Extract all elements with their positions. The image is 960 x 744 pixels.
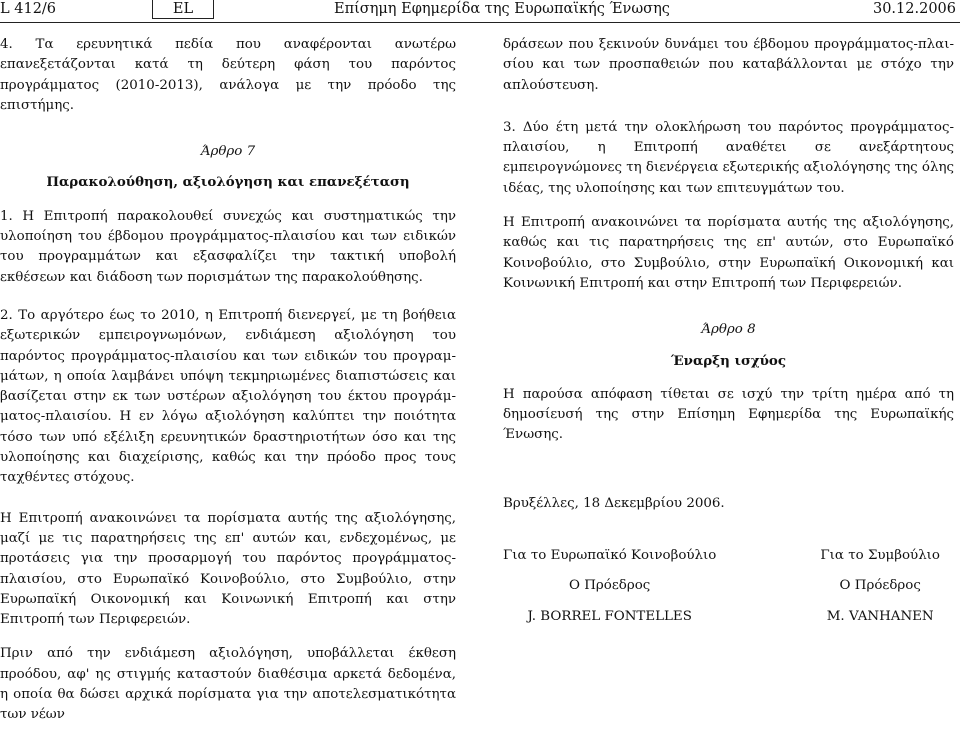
- signatory-name: J. BORREL FONTELLES: [527, 608, 692, 624]
- article-7-title: Άρθρο 7: [200, 144, 256, 160]
- signatory-role: Ο Πρόεδρος: [839, 578, 921, 594]
- place-date: Βρυξέλλες, 18 Δεκεμβρίου 2006.: [503, 495, 725, 511]
- signature-block: [820, 546, 940, 627]
- paragraph-4: 4. Τα ερευνητικά πεδία που αναφέρονται ανωτέρω επανεξετάζονται κατά τη δεύτερη φάση του παρόντος προγράμματος (2010-2013), ανάλογα με την πρόοδο της επιστήμης.: [0, 37, 456, 113]
- paragraph-5: Πριν από την ενδιάμεση αξιολόγηση, υποβάλλεται έκθεση προόδου, αφ' ης στιγμής καταστούν διαθέσιμα αρκετά δεδομένα, η οποία θα δώσει αρχικά πορίσματα για την αποτελεσματικότητα των νέων: [0, 646, 456, 723]
- article-8-subtitle: Έναρξη ισχύος: [670, 352, 787, 369]
- right-column: [503, 35, 954, 627]
- signatory-name: M. VANHANEN: [826, 608, 934, 624]
- publication-date: 30.12.2006: [872, 1, 956, 17]
- page-header: [0, 0, 960, 22]
- paragraph-4-right: Η Επιτροπή ανακοινώνει τα πορίσματα αυτής της αξιολόγησης, καθώς και τις παρατηρήσεις της επ' αυτών, στο Ευρωπαϊκό Κοινοβούλιο, στο Συμβούλιο, στην Ευρωπαϊκή Οικονομική και Κοινωνική Επιτροπή και στην Επιτροπή των Περιφερειών.: [503, 215, 954, 291]
- header-rule: [0, 22, 960, 23]
- signature-block: [503, 546, 716, 627]
- signatory-role: Ο Πρόεδρος: [569, 578, 651, 594]
- paragraph-3-right: 3. Δύο έτη μετά την ολοκλήρωση του παρόντος προγράμματος-πλαισίου, η Επιτροπή αναθέτει σε ανεξάρτητους εμπειρογνώμονες τη διενέργεια εξωτερικής αξιολόγησης της όλης ιδέας, της υλοποίησης και των επιτευγμάτων του.: [503, 119, 954, 196]
- article-7-subtitle: Παρακολούθηση, αξιολόγηση και επανεξέταση: [46, 174, 410, 191]
- left-column: [0, 35, 456, 744]
- paragraph-continued: δράσεων που ξεκινούν δυνάμει του έβδομου προγράμματος-πλαισίου και των προσπαθειών που καταβάλλονται με στόχο την απλούστευση.: [503, 37, 954, 93]
- language-box: EL: [152, 0, 214, 19]
- journal-title: Επίσημη Εφημερίδα της Ευρωπαϊκής Ένωσης: [334, 1, 670, 17]
- paragraph-5-right: Η παρούσα απόφαση τίθεται σε ισχύ την τρίτη ημέρα από τη δημοσίευσή της στην Επίσημη Εφημερίδα της Ευρωπαϊκής Ένωσης.: [503, 386, 954, 443]
- signatory-for: Για το Συμβούλιο: [820, 548, 940, 564]
- signatures: [503, 546, 940, 627]
- paragraph-1: 1. Η Επιτροπή παρακολουθεί συνεχώς και συστηματικώς την υλοποίηση του έβδομου προγράμματος-πλαισίου και των ειδικών του προγραμμάτων και εξασφαλίζει την τακτική υποβολή εκθέσεων και διάδοση των πορισμάτων της παρακολούθησης.: [0, 208, 456, 285]
- page-reference: L 412/6: [0, 1, 57, 17]
- paragraph-3: Η Επιτροπή ανακοινώνει τα πορίσματα αυτής της αξιολόγησης, μαζί με τις παρατηρήσεις της επ' αυτών και, ενδεχομένως, με προτάσεις για την προσαρμογή του παρόντος προγράμματος-πλαισίου, στο Ευρωπαϊκό Κοινοβούλιο, στο Συμβούλιο, στην Ευρωπαϊκή Οικονομική και Κοινωνική Επιτροπή και στην Επιτροπή των Περιφερειών.: [0, 510, 456, 628]
- paragraph-2: 2. Το αργότερο έως το 2010, η Επιτροπή διενεργεί, με τη βοήθεια εξωτερικών εμπειρογνωμόνων, ενδιάμεση αξιολόγηση του παρόντος προγράμματος-πλαισίου και των ειδικών του προγραμμάτων, η οποία λαμβάνει υπόψη τεκμηριωμένες διαπιστώσεις και βασίζεται στην εκ των υστέρων αξιολόγηση του έκτου προγράμματος-πλαισίου. Η εν λόγω αξιολόγηση καλύπτει την ποιότητα τόσο των υπό εξέλιξη ερευνητικών δραστηριοτήτων όσο και της υλοποίησης και διαχείρισης, καθώς και την πρόοδο προς τους ταχθέντες στόχους.: [0, 307, 456, 486]
- article-8-title: Άρθρο 8: [701, 322, 756, 338]
- signatory-for: Για το Ευρωπαϊκό Κοινοβούλιο: [503, 548, 717, 564]
